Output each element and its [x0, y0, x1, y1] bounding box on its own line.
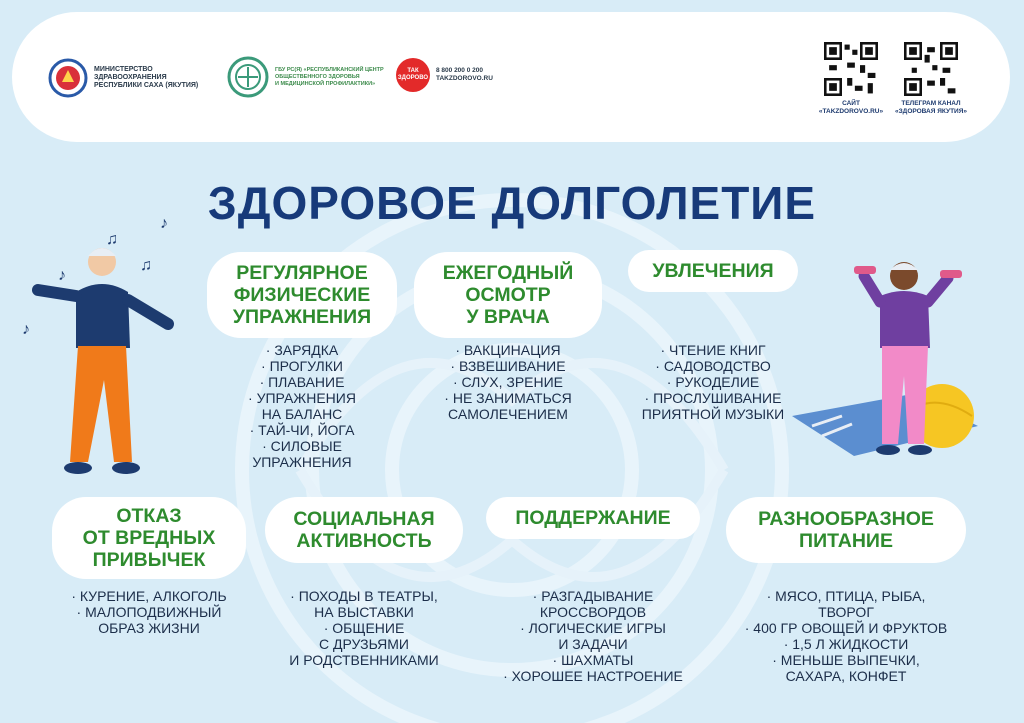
list-item: · ПЛАВАНИЕ — [259, 374, 345, 390]
list-item: · КУРЕНИЕ, АЛКОГОЛЬ — [71, 588, 227, 604]
list-item: · СИЛОВЫЕ УПРАЖНЕНИЯ — [252, 438, 352, 470]
list-item: · ХОРОШЕЕ НАСТРОЕНИЕ — [503, 668, 683, 684]
svg-text:♪: ♪ — [58, 267, 66, 284]
heading-hobbies: УВЛЕЧЕНИЯ — [628, 250, 798, 292]
list-item: · МЯСО, ПТИЦА, РЫБА, ТВОРОГ — [766, 588, 926, 620]
list-item: · ЗАРЯДКА — [265, 342, 339, 358]
ministry-name: МИНИСТЕРСТВО ЗДРАВООХРАНЕНИЯ РЕСПУБЛИКИ САХА (ЯКУТИЯ) — [94, 66, 199, 89]
ministry-logo — [48, 58, 198, 98]
list-item: · ШАХМАТЫ — [552, 652, 634, 668]
woman-exercising-illustration — [782, 256, 982, 461]
svg-text:♫: ♫ — [140, 257, 152, 274]
list-item: · СЛУХ, ЗРЕНИЕ — [452, 374, 564, 390]
ministry-emblem-icon — [48, 58, 88, 98]
hotline-phone: 8 800 200 0 200 — [436, 67, 483, 74]
list-item: · ВАКЦИНАЦИЯ — [455, 342, 561, 358]
list-item: · РУКОДЕЛИЕ — [666, 374, 760, 390]
telegram-qr-caption: ТЕЛЕГРАМ КАНАЛ «ЗДОРОВАЯ ЯКУТИЯ» — [895, 100, 967, 115]
list-item: · ПРОСЛУШИВАНИЕ ПРИЯТНОЙ МУЗЫКИ — [641, 390, 785, 422]
list-support — [483, 588, 703, 684]
list-social — [266, 588, 462, 668]
list-item: · 400 ГР ОВОЩЕЙ И ФРУКТОВ — [744, 620, 948, 636]
dancing-man-illustration — [18, 210, 188, 485]
heading-habits: ОТКАЗ ОТ ВРЕДНЫХ ПРИВЫЧЕК — [52, 497, 246, 579]
heading-support: ПОДДЕРЖАНИЕ — [486, 497, 700, 539]
takzdorovo-logo — [396, 58, 493, 92]
list-item: · САДОВОДСТВО — [655, 358, 771, 374]
takzdorovo-site: TAKZDOROVO.RU — [436, 75, 493, 82]
list-item: · ПОХОДЫ В ТЕАТРЫ, НА ВЫСТАВКИ — [290, 588, 438, 620]
list-item: · РАЗГАДЫВАНИЕ КРОССВОРДОВ — [532, 588, 654, 620]
svg-text:♪: ♪ — [160, 215, 168, 232]
svg-text:♫: ♫ — [106, 231, 118, 248]
list-item: · МАЛОПОДВИЖНЫЙ ОБРАЗ ЖИЗНИ — [76, 604, 222, 636]
heading-social: СОЦИАЛЬНАЯ АКТИВНОСТЬ — [265, 497, 463, 563]
list-item: · ПРОГУЛКИ — [261, 358, 343, 374]
list-hobbies — [620, 342, 806, 422]
list-item: · ВЗВЕШИВАНИЕ — [450, 358, 566, 374]
list-item: · НЕ ЗАНИМАТЬСЯ САМОЛЕЧЕНИЕМ — [444, 390, 572, 422]
heading-exercise: РЕГУЛЯРНОЕ ФИЗИЧЕСКИЕ УПРАЖНЕНИЯ — [207, 252, 397, 338]
list-item: · ЧТЕНИЕ КНИГ — [660, 342, 766, 358]
heading-checkup: ЕЖЕГОДНЫЙ ОСМОТР У ВРАЧА — [414, 252, 602, 338]
list-item: · УПРАЖНЕНИЯ НА БАЛАНС — [248, 390, 356, 422]
site-qr-code-icon[interactable] — [824, 42, 878, 96]
list-item: · ОБЩЕНИЕ С ДРУЗЬЯМИ И РОДСТВЕННИКАМИ — [289, 620, 439, 668]
takzdorovo-badge-icon — [396, 58, 430, 92]
telegram-qr-code-icon[interactable] — [904, 42, 958, 96]
list-item: · ЛОГИЧЕСКИЕ ИГРЫ И ЗАДАЧИ — [520, 620, 666, 652]
site-qr-caption: САЙТ «TAKZDOROVO.RU» — [818, 100, 884, 115]
list-item: · 1,5 Л ЖИДКОСТИ — [783, 636, 909, 652]
page-title: ЗДОРОВОЕ ДОЛГОЛЕТИЕ — [207, 177, 817, 229]
svg-text:♪: ♪ — [22, 321, 30, 338]
list-checkup — [420, 342, 596, 422]
center-name: ГБУ РС(Я) «РЕСПУБЛИКАНСКИЙ ЦЕНТР ОБЩЕСТВЕННОГО ЗДОРОВЬЯ И МЕДИЦИНСКОЙ ПРОФИЛАКТИКИ» — [275, 66, 384, 87]
heading-nutrition: РАЗНООБРАЗНОЕ ПИТАНИЕ — [726, 497, 966, 563]
header-banner — [12, 12, 1010, 142]
list-exercise — [220, 342, 384, 470]
center-logo — [227, 56, 384, 98]
list-item: · ТАЙ-ЧИ, ЙОГА — [249, 422, 355, 438]
takzdorovo-badge-text: ТАК ЗДОРОВО — [397, 68, 429, 81]
center-emblem-icon — [227, 56, 269, 98]
list-habits — [52, 588, 246, 636]
list-item: · МЕНЬШЕ ВЫПЕЧКИ, САХАРА, КОНФЕТ — [772, 652, 920, 684]
list-nutrition — [730, 588, 962, 684]
